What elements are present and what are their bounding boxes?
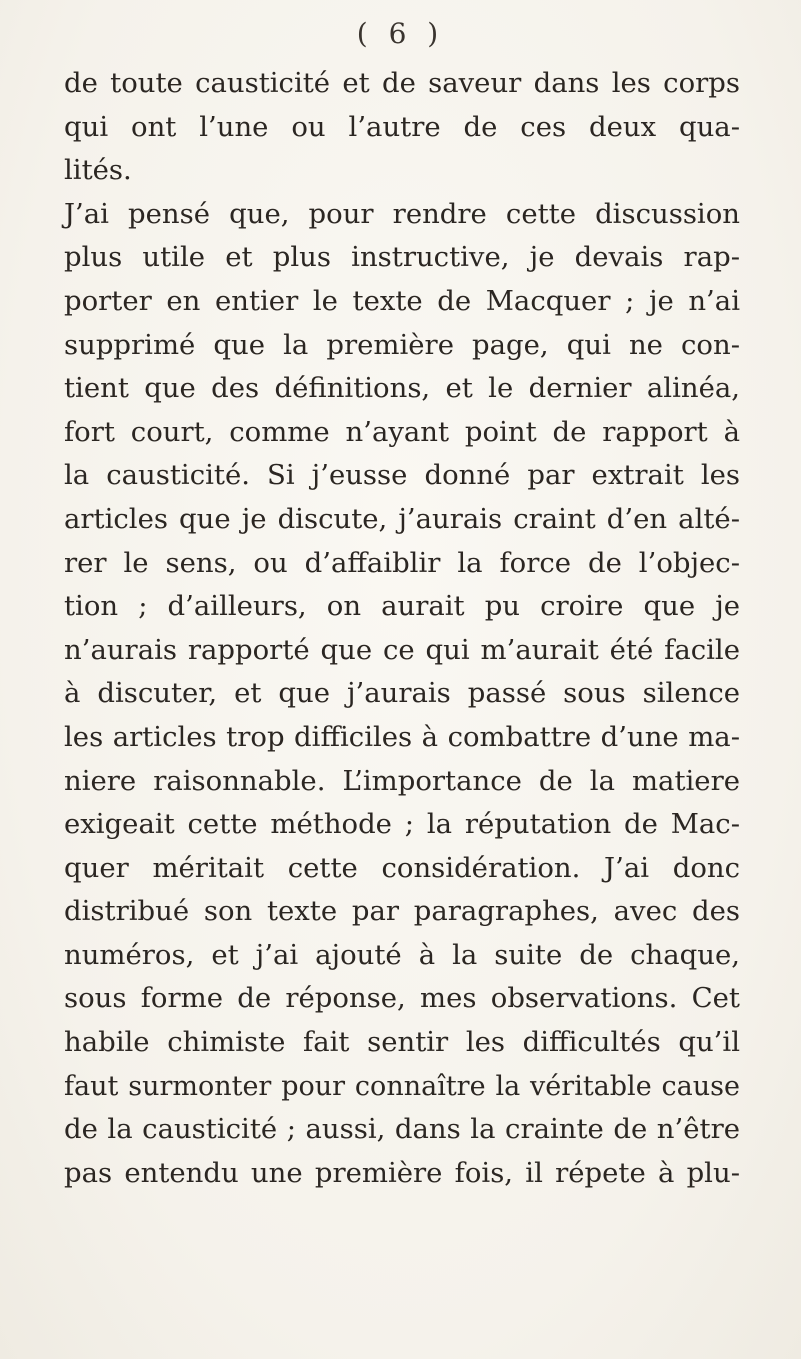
text-line: niere raisonnable. L’importance de la matiere — [64, 764, 740, 797]
text-line: habile chimiste fait sentir les difficultés qu’il — [64, 1026, 740, 1059]
text-line: plus utile et plus instructive, je devais rap- — [64, 241, 740, 274]
body-text — [64, 62, 740, 1195]
text-line: tion ; d’ailleurs, on aurait pu croire que je — [64, 590, 740, 623]
text-line: numéros, et j’ai ajouté à la suite de chaque, — [64, 938, 740, 971]
text-line: lités. — [64, 154, 132, 187]
text-line: exigeait cette méthode ; la réputation de Mac- — [64, 808, 740, 841]
text-line: n’aurais rapporté que ce qui m’aurait été facile — [64, 633, 740, 666]
text-line: de la causticité ; aussi, dans la crainte de n’être — [64, 1113, 740, 1146]
text-line: porter en entier le texte de Macquer ; je n’ai — [64, 284, 740, 317]
text-line: tient que des définitions, et le dernier alinéa, — [64, 372, 740, 405]
text-line: à discuter, et que j’aurais passé sous silence — [64, 677, 740, 710]
text-line: faut surmonter pour connaître la véritable cause — [64, 1070, 740, 1102]
text-line: de toute causticité et de saveur dans les corps — [64, 67, 740, 99]
text-line: distribué son texte par paragraphes, avec des — [64, 895, 740, 928]
text-line: articles que je discute, j’aurais craint d’en alté- — [64, 502, 740, 535]
text-line: fort court, comme n’ayant point de rapport à — [64, 415, 740, 448]
text-line: rer le sens, ou d’affaiblir la force de l’objec- — [64, 546, 740, 579]
text-line: qui ont l’une ou l’autre de ces deux qua- — [64, 110, 740, 143]
text-line: la causticité. Si j’eusse donné par extrait les — [64, 459, 740, 492]
text-line: pas entendu une première fois, il répete à plu- — [64, 1156, 740, 1189]
text-line: les articles trop difficiles à combattre d’une ma- — [64, 720, 740, 753]
text-line: J’ai pensé que, pour rendre cette discussion — [64, 197, 740, 230]
text-line: sous forme de réponse, mes observations. Cet — [64, 982, 740, 1015]
text-line: quer méritait cette considération. J’ai donc — [64, 851, 740, 884]
text-line: supprimé que la première page, qui ne con- — [64, 328, 740, 361]
page-number: ( 6 ) — [356, 17, 445, 50]
